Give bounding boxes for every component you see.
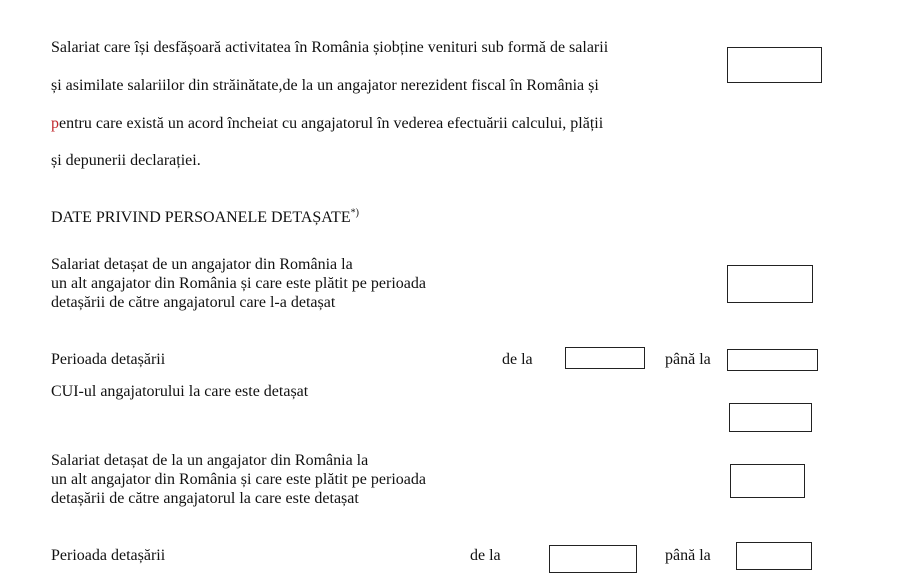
intro-line-2: și asimilate salariilor din străinătate,de la un angajator nerezident fiscal în România și <box>51 77 599 94</box>
block1-line-3: detașării de către angajatorul care l-a detașat <box>51 294 336 311</box>
period2-from-label: de la <box>470 547 501 564</box>
section-title-text: DATE PRIVIND PERSOANELE DETAȘATE <box>51 209 351 226</box>
section-title <box>51 208 359 228</box>
period2-to-field[interactable] <box>736 542 812 570</box>
cui-label: CUI-ul angajatorului la care este detașat <box>51 383 309 400</box>
period1-to-label: până la <box>665 351 711 368</box>
block1-line-1: Salariat detașat de un angajator din România la <box>51 256 353 273</box>
cui-field[interactable] <box>729 403 812 432</box>
block2-line-1: Salariat detașat de la un angajator din România la <box>51 452 369 469</box>
intro-line-4: și depunerii declarației. <box>51 152 201 169</box>
period1-to-field[interactable] <box>727 349 818 371</box>
period1-from-label: de la <box>502 351 533 368</box>
block1-checkbox[interactable] <box>727 265 813 303</box>
intro-line-3 <box>51 114 603 134</box>
block2-line-2: un alt angajator din România și care este plătit pe perioada <box>51 471 426 488</box>
block2-line-3: detașării de către angajatorul la care este detașat <box>51 490 359 507</box>
block1-line-2: un alt angajator din România și care este plătit pe perioada <box>51 275 426 292</box>
intro-line-3-first-letter: p <box>51 115 59 132</box>
intro-line-1: Salariat care își desfășoară activitatea în România șiobține venituri sub formă de salarii <box>51 39 609 56</box>
block2-checkbox[interactable] <box>730 464 805 498</box>
period2-label: Perioada detașării <box>51 547 166 564</box>
period1-from-field[interactable] <box>565 347 645 369</box>
section-footnote-mark: *) <box>350 207 359 219</box>
period2-to-label: până la <box>665 547 711 564</box>
period2-from-field[interactable] <box>549 545 637 573</box>
period1-label: Perioada detașării <box>51 351 166 368</box>
intro-checkbox[interactable] <box>727 47 822 83</box>
intro-line-3-rest: entru care există un acord încheiat cu angajatorul în vederea efectuării calcului, plății <box>59 115 604 132</box>
